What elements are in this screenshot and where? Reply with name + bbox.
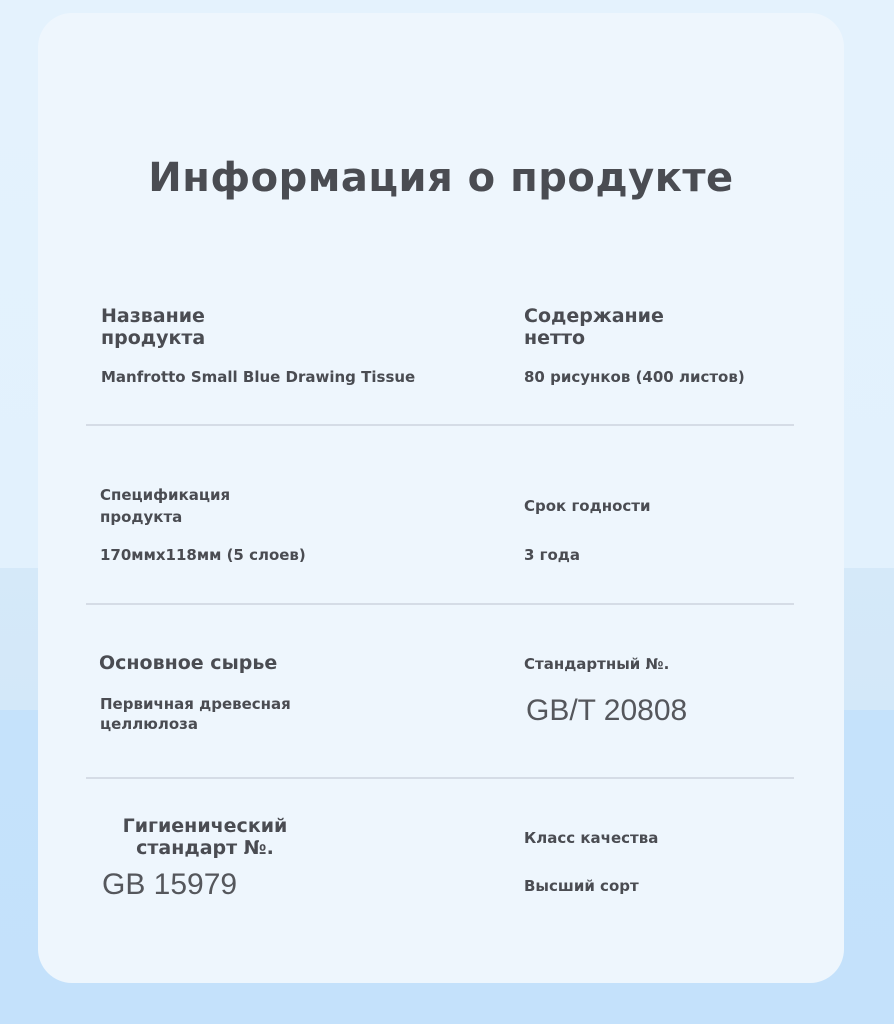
standard-number-value: GB/T 20808 [526,694,688,727]
product-spec-label: Спецификация продукта [100,486,231,526]
quality-class-label: Класс качества [524,829,659,847]
product-info-card [38,13,844,983]
hygiene-standard-value: GB 15979 [102,868,238,901]
shelf-life-label: Срок годности [524,497,651,515]
page-title: Информация о продукте [148,155,734,201]
hygiene-standard-label: Гигиенический стандарт №. [122,815,288,859]
quality-class-value: Высший сорт [524,877,639,895]
row-divider [86,603,794,605]
product-name-value: Manfrotto Small Blue Drawing Tissue [101,368,416,386]
row-divider [86,777,794,779]
product-spec-value: 170ммx118мм (5 слоев) [100,546,306,564]
raw-material-label: Основное сырье [99,652,278,674]
shelf-life-value: 3 года [524,546,581,564]
net-content-value: 80 рисунков (400 листов) [524,368,745,386]
raw-material-value: Первичная древесная целлюлоза [100,695,291,733]
row-divider [86,424,794,426]
net-content-label: Содержание нетто [524,305,664,349]
product-name-label: Название продукта [101,305,206,349]
standard-number-label: Стандартный №. [524,655,670,673]
